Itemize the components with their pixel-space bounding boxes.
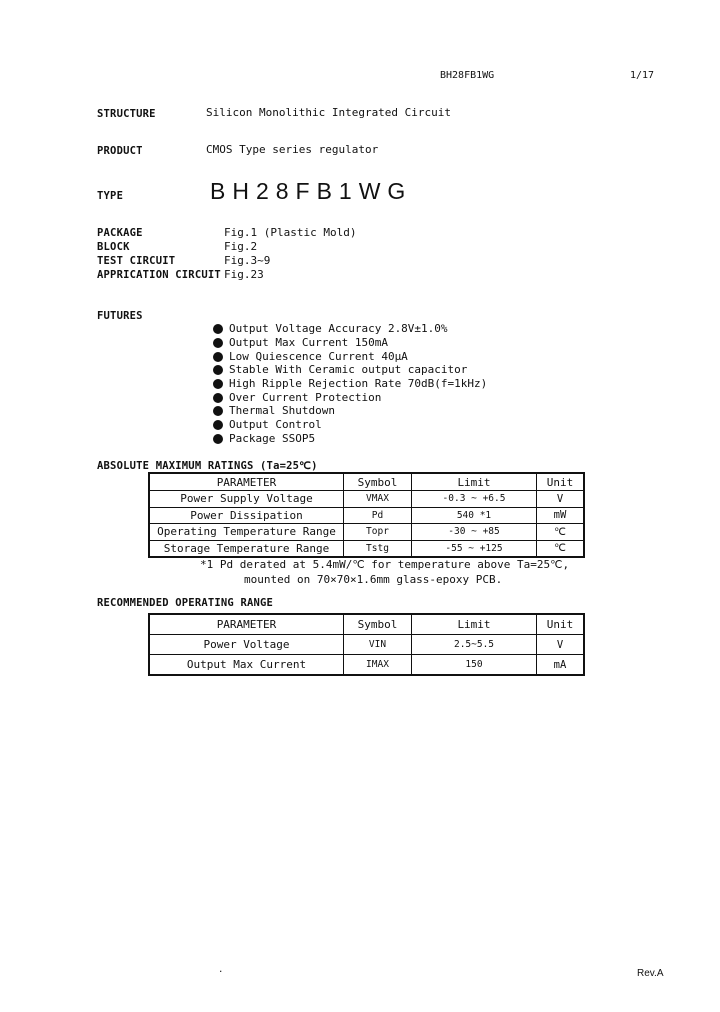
cell-symbol: Pd bbox=[344, 507, 412, 524]
application-circuit-label: APPRICATION CIRCUIT bbox=[97, 269, 221, 281]
cell-parameter: Output Max Current bbox=[149, 655, 344, 676]
header-limit: Limit bbox=[412, 614, 537, 635]
feature-item bbox=[213, 336, 388, 349]
bullet-icon bbox=[213, 406, 223, 416]
cell-unit: ℃ bbox=[537, 524, 585, 541]
bullet-icon bbox=[213, 393, 223, 403]
feature-text: Stable With Ceramic output capacitor bbox=[229, 363, 468, 376]
feature-item bbox=[213, 363, 467, 376]
cell-limit: -30 ~ +85 bbox=[412, 524, 537, 541]
table-row bbox=[149, 524, 584, 541]
cell-symbol: IMAX bbox=[344, 655, 412, 676]
test-circuit-label: TEST CIRCUIT bbox=[97, 255, 176, 267]
feature-item bbox=[213, 418, 322, 431]
header-unit: Unit bbox=[537, 614, 585, 635]
rec-op-table bbox=[148, 613, 585, 676]
feature-text: Package SSOP5 bbox=[229, 432, 316, 445]
header-limit: Limit bbox=[412, 473, 537, 491]
header-parameter: PARAMETER bbox=[149, 473, 344, 491]
feature-item bbox=[213, 322, 448, 335]
feature-text: High Ripple Rejection Rate 70dB(f=1kHz) bbox=[229, 377, 488, 390]
revision-label: Rev.A bbox=[637, 968, 664, 979]
header-unit: Unit bbox=[537, 473, 585, 491]
feature-item bbox=[213, 350, 408, 363]
footnote-line-1: *1 Pd derated at 5.4mW/℃ for temperature above Ta=25℃, bbox=[200, 558, 570, 571]
product-value: CMOS Type series regulator bbox=[206, 143, 379, 156]
feature-text: Over Current Protection bbox=[229, 391, 382, 404]
package-value: Fig.1 (Plastic Mold) bbox=[224, 226, 357, 239]
cell-limit: -55 ~ +125 bbox=[412, 540, 537, 557]
futures-label: FUTURES bbox=[97, 310, 143, 322]
table-row bbox=[149, 540, 584, 557]
cell-symbol: VIN bbox=[344, 635, 412, 655]
table-row bbox=[149, 655, 584, 676]
table-header-row bbox=[149, 473, 584, 491]
rec-op-title: RECOMMENDED OPERATING RANGE bbox=[97, 597, 274, 609]
cell-parameter: Power Voltage bbox=[149, 635, 344, 655]
feature-item bbox=[213, 432, 315, 445]
cell-limit: 2.5~5.5 bbox=[412, 635, 537, 655]
bullet-icon bbox=[213, 365, 223, 375]
test-circuit-value: Fig.3~9 bbox=[224, 254, 271, 267]
cell-unit: V bbox=[537, 491, 585, 508]
structure-value: Silicon Monolithic Integrated Circuit bbox=[206, 106, 452, 119]
cell-symbol: VMAX bbox=[344, 491, 412, 508]
bullet-icon bbox=[213, 338, 223, 348]
cell-limit: 150 bbox=[412, 655, 537, 676]
abs-max-table bbox=[148, 472, 585, 558]
structure-label: STRUCTURE bbox=[97, 108, 156, 120]
cell-parameter: Power Dissipation bbox=[149, 507, 344, 524]
cell-unit: mA bbox=[553, 658, 567, 671]
header-part-number: BH28FB1WG bbox=[440, 70, 495, 81]
feature-text: Low Quiescence Current 40μA bbox=[229, 350, 408, 363]
table-row bbox=[149, 635, 584, 655]
footnote-line-2: mounted on 70×70×1.6mm glass-epoxy PCB. bbox=[244, 573, 503, 586]
type-value: BH28FB1WG bbox=[210, 178, 413, 204]
header-parameter: PARAMETER bbox=[149, 614, 344, 635]
footer-mark: . bbox=[218, 965, 224, 975]
bullet-icon bbox=[213, 324, 223, 334]
abs-max-title: ABSOLUTE MAXIMUM RATINGS (Ta=25℃) bbox=[97, 460, 318, 472]
page-number: 1/17 bbox=[630, 70, 655, 81]
application-circuit-value: Fig.23 bbox=[224, 268, 264, 281]
feature-text: Output Max Current 150mA bbox=[229, 336, 388, 349]
bullet-icon bbox=[213, 420, 223, 430]
feature-item bbox=[213, 377, 487, 390]
feature-text: Thermal Shutdown bbox=[229, 404, 335, 417]
cell-unit: ℃ bbox=[554, 542, 566, 555]
cell-unit: V bbox=[537, 635, 585, 655]
cell-limit: -0.3 ~ +6.5 bbox=[412, 491, 537, 508]
block-label: BLOCK bbox=[97, 241, 130, 253]
cell-unit: mW bbox=[537, 507, 585, 524]
feature-item bbox=[213, 404, 335, 417]
table-row bbox=[149, 507, 584, 524]
table-header-row bbox=[149, 614, 584, 635]
cell-parameter: Power Supply Voltage bbox=[149, 491, 344, 508]
bullet-icon bbox=[213, 434, 223, 444]
bullet-icon bbox=[213, 352, 223, 362]
cell-parameter: Operating Temperature Range bbox=[149, 524, 344, 541]
package-label: PACKAGE bbox=[97, 227, 143, 239]
bullet-icon bbox=[213, 379, 223, 389]
feature-item bbox=[213, 391, 381, 404]
feature-text: Output Control bbox=[229, 418, 322, 431]
feature-text: Output Voltage Accuracy 2.8V±1.0% bbox=[229, 322, 448, 335]
block-value: Fig.2 bbox=[224, 240, 258, 253]
cell-limit: 540 *1 bbox=[412, 507, 537, 524]
type-label: TYPE bbox=[97, 190, 124, 202]
cell-symbol: Tstg bbox=[344, 540, 412, 557]
product-label: PRODUCT bbox=[97, 145, 143, 157]
header-symbol: Symbol bbox=[344, 473, 412, 491]
cell-parameter: Storage Temperature Range bbox=[149, 540, 344, 557]
header-symbol: Symbol bbox=[344, 614, 412, 635]
cell-symbol: Topr bbox=[344, 524, 412, 541]
table-row bbox=[149, 491, 584, 508]
